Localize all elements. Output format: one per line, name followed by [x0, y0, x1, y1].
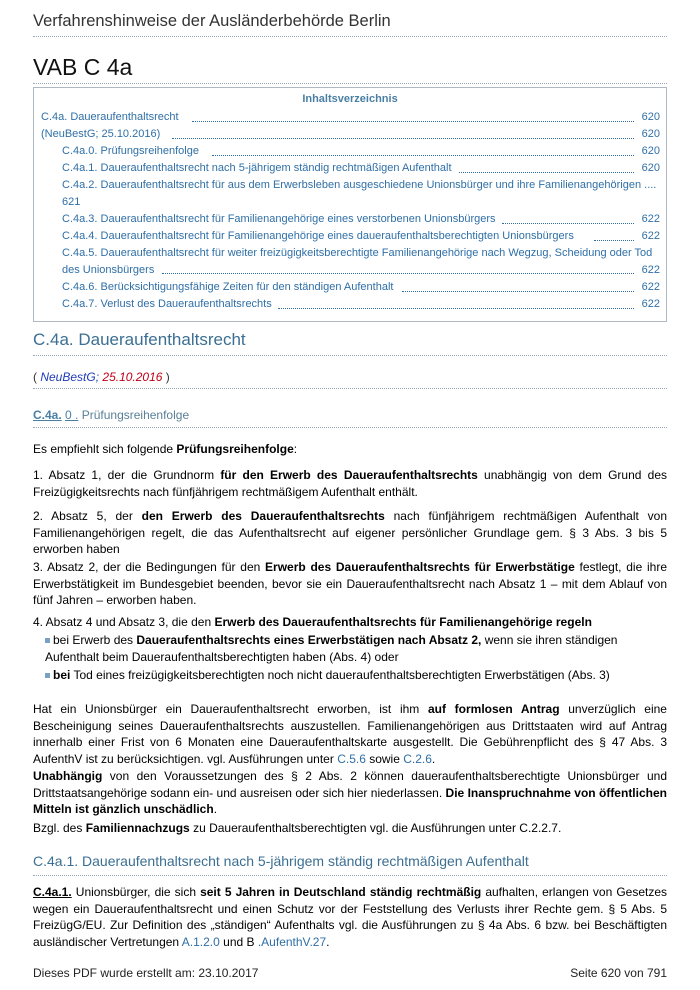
divider [33, 83, 667, 84]
anchor-link[interactable]: C.4a. [33, 408, 62, 422]
toc-entry-page: 620 [641, 128, 660, 140]
toc-entry[interactable] [41, 109, 660, 126]
section-heading: C.4a. Daueraufenthaltsrecht [33, 330, 246, 349]
source-name[interactable]: NeuBestG; [40, 370, 100, 384]
list-item: bei Erwerb des Daueraufenthaltsrechts eines Erwerbstätigen nach Absatz 2, wenn sie ihren ständigen Aufenthalt beim Daueraufenthaltsberechtigten haben (Abs. 4) oder [45, 633, 618, 664]
toc-entry-label: C.4a.1. Daueraufenthaltsrecht nach 5-jährigem ständig rechtmäßigen Aufenthalt [62, 162, 452, 174]
toc-entry-label: C.4a.4. Daueraufenthaltsrecht für Familienangehörige eines daueraufenthaltsberechtigten Unionsbürgers [62, 230, 574, 242]
divider [33, 427, 667, 428]
divider [33, 388, 667, 389]
toc-entry[interactable] [62, 245, 660, 279]
toc-entry-label: C.4a.6. Berücksichtigungsfähige Zeiten für den ständigen Aufenthalt [62, 281, 394, 293]
list-item: bei Tod eines freizügigkeitsberechtigten noch nicht daueraufenthaltsberechtigten Erwerbstätigen (Abs. 3) [45, 667, 667, 684]
toc-entry-page: 620 [641, 145, 660, 157]
cross-ref-link[interactable]: .AufenthV.27 [257, 934, 327, 949]
subsection-heading: C.4a. 0 . Prüfungsreihenfolge [33, 408, 190, 422]
toc-entry-page: 622 [641, 230, 660, 242]
toc-leader [172, 138, 634, 139]
toc-entry-page: 622 [641, 281, 660, 293]
source-date: 25.10.2016 [102, 370, 163, 384]
paragraph: Es empfiehlt sich folgende Prüfungsreihenfolge: [33, 442, 298, 456]
toc-entry-page: 622 [641, 213, 660, 225]
running-header: Verfahrenshinweise der Ausländerbehörde Berlin [33, 12, 391, 30]
toc-leader [278, 308, 634, 309]
toc-entry-label: C.4a. Daueraufenthaltsrecht [41, 111, 179, 123]
bullet-icon [45, 673, 50, 678]
anchor-link[interactable]: 0 . [65, 408, 79, 422]
footer-created-date: Dieses PDF wurde erstellt am: 23.10.2017 [33, 966, 259, 980]
toc-entry-label: C.4a.7. Verlust des Daueraufenthaltsrechts [62, 298, 272, 310]
toc-entry-label: C.4a.0. Prüfungsreihenfolge [62, 145, 199, 157]
toc-leader [502, 223, 634, 224]
toc-leader [594, 240, 634, 241]
toc-entry-page: 622 [641, 264, 660, 276]
toc-entry[interactable] [41, 126, 660, 143]
document-title: VAB C 4a [33, 54, 133, 80]
footer-page-number: Seite 620 von 791 [570, 966, 667, 980]
paragraph: Hat ein Unionsbürger ein Daueraufenthaltsrecht erworben, ist ihm auf formlosen Antrag unverzüglich eine Bescheinigung seines Daueraufenthaltsrechts auszustellen. Familienangehörigen aus Drittstaaten wird auf Antrag innerhalb einer Frist von 6 Monaten eine Daueraufenthaltskarte ausgestellt. Die Gebührenpflicht des § 47 Abs. 3 AufenthV ist zu berücksichtigen. vgl. Ausführungen unter C.5.6 sowie C.2.6. [33, 702, 667, 766]
toc-entry[interactable] [62, 296, 660, 313]
toc-entry-page: 621 [62, 196, 81, 208]
toc-entry[interactable] [62, 143, 660, 160]
toc-leader [192, 121, 634, 122]
toc-entry[interactable] [62, 160, 660, 177]
toc-entry-page: 620 [641, 162, 660, 174]
subsection-heading: C.4a.1. Daueraufenthaltsrecht nach 5-jährigem ständig rechtmäßigen Aufenthalt [33, 853, 529, 869]
toc-leader [162, 273, 634, 274]
cross-ref-link[interactable]: C.5.6 [337, 751, 366, 766]
toc-entry-page: 622 [641, 298, 660, 310]
toc-entry[interactable] [62, 228, 660, 245]
toc-leader [402, 291, 634, 292]
toc-entry-label: C.4a.2. Daueraufenthaltsrecht für aus dem Erwerbsleben ausgeschiedene Unionsbürger und ihre Familienangehörigen [62, 179, 642, 191]
paragraph: 3. Absatz 2, der die Bedingungen für den Erwerb des Daueraufenthaltsrechts für Erwerbstätige festlegt, die ihre Erwerbstätigkeit im Bundesgebiet beenden, bevor sie ein Daueraufenthaltsrecht nach Absatz 1 – mit dem Ablauf von fünf Jahren – erworben haben. [33, 560, 668, 607]
toc-entry-label: C.4a.5. Daueraufenthaltsrecht für weiter freizügigkeitsberechtigte Familienangehörige nach Wegzug, Scheidung oder Tod [62, 247, 653, 259]
paragraph: Unabhängig von den Voraussetzungen des § 2 Abs. 2 können daueraufenthaltsberechtigte Unionsbürger und Drittstaatsangehörige sodann ein- und ausreisen oder sich hier niederlassen. Die Inanspruchnahme von öffentlichen Mitteln ist gänzlich unschädlich. [33, 769, 667, 816]
table-of-contents [33, 87, 667, 322]
paragraph: 1. Absatz 1, der die Grundnorm für den Erwerb des Daueraufenthaltsrechts unabhängig von dem Grund des Freizügigkeitsrechts nach fünfjährigem rechtmäßigem Aufenthalt enthält. [33, 468, 667, 499]
bullet-icon [45, 638, 50, 643]
source-note: ( NeuBestG; 25.10.2016 ) [33, 370, 170, 384]
toc-entry[interactable]: C.4a.2. Daueraufenthaltsrecht für aus dem Erwerbsleben ausgeschiedene Unionsbürger und ihre Familienangehörigen .... 621 [62, 179, 657, 208]
paragraph: 4. Absatz 4 und Absatz 3, die den Erwerb des Daueraufenthaltsrechts für Familienangehörige regeln [33, 615, 592, 629]
cross-ref-link[interactable]: C.2.6 [403, 751, 432, 766]
toc-entry-label-cont: des Unionsbürgers [62, 264, 155, 276]
toc-heading: Inhaltsverzeichnis [302, 93, 398, 105]
toc-leader [212, 155, 634, 156]
cross-ref-link[interactable]: A.1.2.0 [181, 934, 220, 949]
toc-leader [459, 172, 634, 173]
divider [33, 36, 667, 37]
toc-entry[interactable] [62, 211, 660, 228]
paragraph: Bzgl. des Familiennachzugs zu Daueraufenthaltsberechtigten vgl. die Ausführungen unter C.2.2.7. [33, 821, 562, 835]
toc-entry[interactable] [62, 279, 660, 296]
anchor-link[interactable]: C.4a.1. [33, 885, 72, 899]
toc-entry-label: C.4a.3. Daueraufenthaltsrecht für Familienangehörige eines verstorbenen Unionsbürgers [62, 213, 496, 225]
toc-entry-label: (NeuBestG; 25.10.2016) [41, 128, 161, 140]
toc-entry-page: 620 [641, 111, 660, 123]
paragraph: C.4a.1. Unionsbürger, die sich seit 5 Jahren in Deutschland ständig rechtmäßig aufhalten, erlangen von Gesetzes wegen ein Daueraufenthaltsrecht und einen Schutz vor der Feststellung des Verlusts ihrer Rechte gem. § 5 Abs. 5 FreizügG/EU. Zur Definition des „ständigen“ Aufenthalts vgl. die Ausführungen zu § 4a Abs. 6 bzw. bei Beschäftigten ausländischer Vertretungen A.1.2.0 und B .AufenthV.27. [33, 885, 668, 949]
divider [33, 355, 667, 356]
divider [33, 875, 667, 876]
paragraph: 2. Absatz 5, der den Erwerb des Daueraufenthaltsrechts nach fünfjährigem rechtmäßigen Aufenthalt von Familienangehörigen regelt, die das Aufenthaltsrecht auf eigener persönlicher Grundlage gem. § 3 Abs. 3 bis 5 erworben haben [33, 509, 667, 556]
